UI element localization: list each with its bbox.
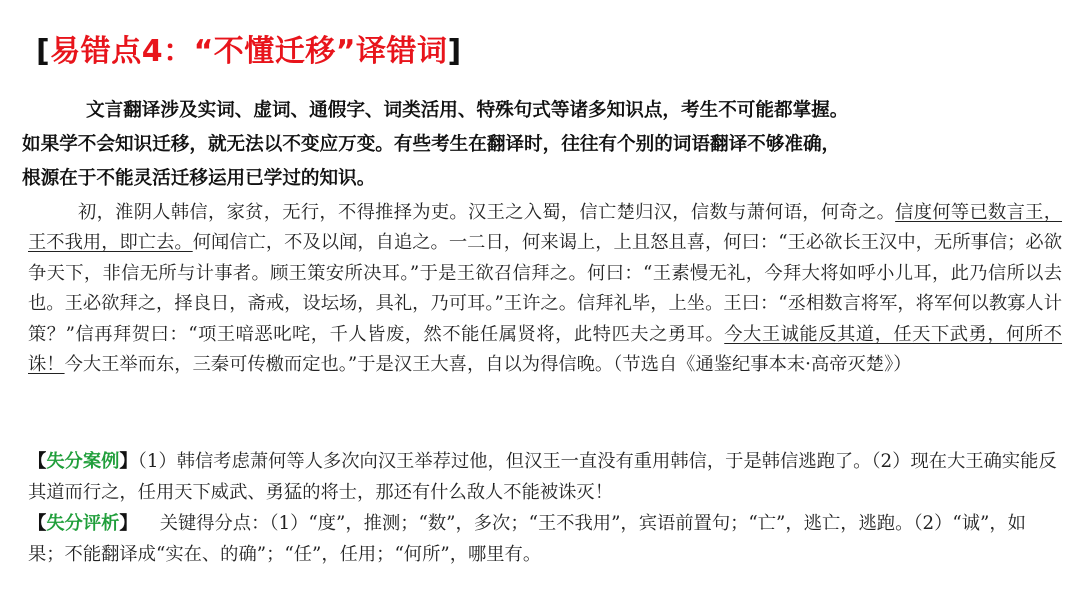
review-tag-label: 失分评析 <box>46 513 120 534</box>
review-tag-close: 】 <box>119 513 138 534</box>
analysis-section <box>28 446 1062 570</box>
classical-passage <box>28 198 1062 380</box>
case-tag-label: 失分案例 <box>46 451 120 472</box>
intro-line-1: 文言翻译涉及实词、虚词、通假字、词类活用、特殊句式等诸多知识点，考生不可能都掌握。 <box>86 100 849 121</box>
case-tag <box>28 451 138 472</box>
passage-sentence-1: 初，淮阴人韩信，家贫，无行，不得推择为吏。汉王之入蜀，信亡楚归汉，信数与萧何语，何奇之。 <box>78 202 896 223</box>
case-text: （1）韩信考虑萧何等人多次向汉王举荐过他，但汉王一直没有重用韩信，于是韩信逃跑了。（2）现在大王确实能反其道而行之，任用天下威武、勇猛的将士，那还有什么敌人不能被诛灭！ <box>28 451 1057 503</box>
case-tag-close: 】 <box>119 451 138 472</box>
title-open-bracket: [ <box>36 34 51 69</box>
case-tag-open: 【 <box>28 451 47 472</box>
review-tag-open: 【 <box>28 513 47 534</box>
intro-line-3: 根源在于不能灵活迁移运用已学过的知识。 <box>22 168 376 189</box>
case-paragraph <box>28 446 1062 508</box>
intro-line-2: 如果学不会知识迁移，就无法以不变应万变。有些考生在翻译时，往往有个别的词语翻译不够准确， <box>22 134 841 155</box>
title-close-bracket: ] <box>447 34 462 69</box>
review-text: 关键得分点：（1）“度”，推测；“数”，多次；“王不我用”，宾语前置句；“亡”，逃亡，逃跑。（2）“诚”，如果；不能翻译成“实在、的确”；“任”，任用；“何所”，哪里有。 <box>28 513 1026 565</box>
review-tag <box>28 513 138 534</box>
intro-paragraph <box>22 94 1062 196</box>
passage-sentence-3: 何闻信亡，不及以闻，自追之。一二日，何来谒上，上且怒且喜，何曰：“王必欲长王汉中，无所事信；必欲争天下，非信无所与计事者。顾王策安所决耳。”于是王欲召信拜之。何曰：“王素慢无礼，今拜大将如呼小儿耳，此乃信所以去也。王必欲拜之，择良日，斋戒，设坛场，具礼，乃可耳。”王许之。信拜礼毕，上坐。王曰：“丞相数言将军，将军何以教寡人计策？”信再拜贺曰：“项王喑恶叱咤，千人皆废，然不能任属贤将，此特匹夫之勇耳。 <box>28 232 1062 345</box>
review-paragraph <box>28 508 1062 570</box>
slide-title <box>36 30 462 74</box>
passage-underlined-sentence-1: 信度何等已数言王，王不我用，即亡去。 <box>28 202 1063 254</box>
passage-sentence-5: 今大王举而东，三秦可传檄而定也。”于是汉王大喜，自以为得信晚。（节选自《通鉴纪事本末·高帝灭楚》） <box>64 354 912 376</box>
passage-underlined-sentence-2: 今大王诚能反其道，任天下武勇，何所不诛！ <box>28 323 1063 376</box>
title-text: 易错点4：“不懂迁移”译错词 <box>50 34 448 69</box>
